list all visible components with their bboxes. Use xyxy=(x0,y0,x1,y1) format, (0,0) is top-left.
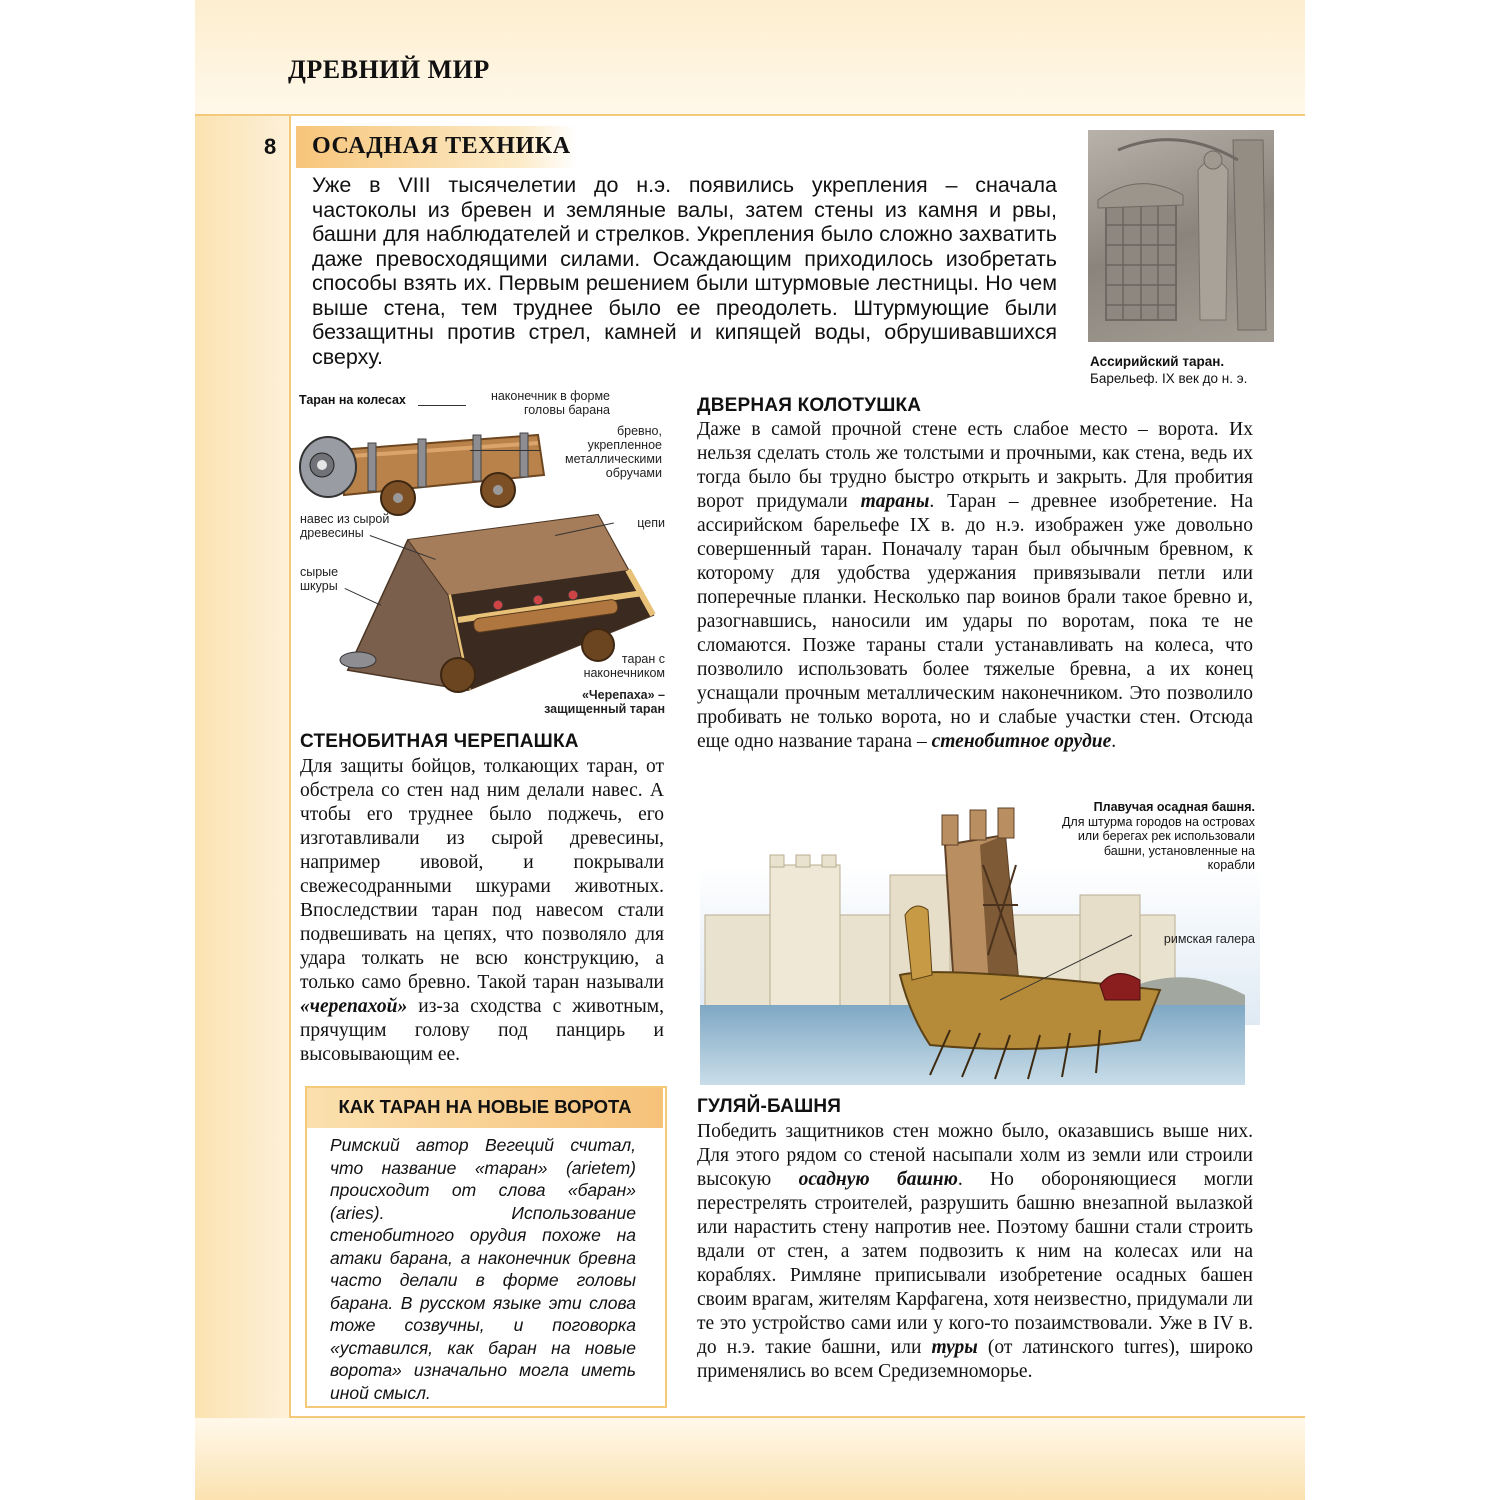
frame-line xyxy=(195,114,1305,116)
assyrian-relief-image xyxy=(1088,130,1274,342)
turtle-term: «черепахой» xyxy=(300,996,408,1017)
leader-line xyxy=(418,405,466,406)
leader-line xyxy=(470,450,540,451)
label-chains: цепи xyxy=(637,516,665,530)
ram-figure-caption: «Черепаха» – защищенный таран xyxy=(544,688,665,716)
section-title: ОСАДНАЯ ТЕХНИКА xyxy=(312,133,571,159)
door-term-2: стенобитное орудие xyxy=(931,731,1112,752)
door-heading: ДВЕРНАЯ КОЛОТУШКА xyxy=(697,395,922,416)
frame-line xyxy=(291,1416,1305,1418)
page-footer-band xyxy=(195,1418,1305,1500)
label-skins: сырые шкуры xyxy=(300,565,339,593)
door-text-b: . Таран – древнее изобретение. На ассирийском барельефе IX в. до н.э. изображен уже довольно совершенный таран. Поначалу таран был обычным бревном, к которому для удобства удержания привязывали петли или поперечные планки. Несколько пар воинов брали такое бревно и, разогнавшись, наносили им удары по воротам, пока те не сломаются. Позже тараны стали устанавливать на колеса, что позволило использовать более тяжелые бревна, а их конец уснащали прочным металлическим наконечником. Это позволило пробивать не только ворота, но и слабые участки стен. Отсюда еще одно название тарана – xyxy=(697,491,1253,752)
turtle-heading: СТЕНОБИТНАЯ ЧЕРЕПАШКА xyxy=(300,731,579,752)
fact-box-text: Римский автор Вегеций считал, что название «таран» (arietem) происходит от слова «баран» (aries). Использование стенобитного орудия похоже на атаки барана, а наконечник бревна часто делали в форме головы барана. В русском языке эти слова тоже созвучны, и поговорка «уставился, как баран на новые ворота» изначально могла иметь иной смысл. xyxy=(330,1135,636,1403)
label-ram-head: наконечник в форме головы барана xyxy=(490,389,610,417)
tower-term-1: осадную башню xyxy=(798,1169,958,1190)
ram-drawing xyxy=(298,405,668,715)
turtle-text-a: Для защиты бойцов, толкающих таран, от обстрела со стен над ним делали навес. А чтобы его труднее было поджечь, его изготавливали из сырой древесины, например ивовой, и покрывали свежесодранными шкурами животных. Впоследствии таран под навесом стали подвешивать на цепях, что позволяло для удара толкать не всю конструкцию, а только само бревно. Такой таран называли xyxy=(300,756,664,993)
turtle-paragraph xyxy=(300,755,664,1067)
ram-figure-title: Таран на колесах xyxy=(299,393,406,407)
relief-drawing xyxy=(1088,130,1274,342)
relief-caption-text: Барельеф. IX век до н. э. xyxy=(1090,371,1248,386)
intro-paragraph: Уже в VIII тысячелетии до н.э. появились укрепления – сначала частоколы из бревен и земляные валы, затем стены из камня и рвы, башни для наблюдателей и стрелков. Укрепления было сложно захватить даже превосходящими силами. Осаждающим приходилось изобретать способы взять их. Первым решением были штурмовые лестницы. Но чем выше стена, тем труднее было ее преодолеть. Штурмующие были беззащитны против стрел, камней и кипящей воды, обрушивавшихся сверху. xyxy=(312,173,1057,369)
tower-caption-title: Плавучая осадная башня. xyxy=(1093,800,1255,814)
tower-caption-text: Для штурма городов на островах или берегах рек использовали башни, установленные на корабли xyxy=(1061,814,1255,872)
tower-paragraph xyxy=(697,1120,1253,1384)
ram-illustration xyxy=(298,405,668,715)
tower-term-2: туры xyxy=(931,1337,978,1358)
relief-caption xyxy=(1090,353,1300,387)
door-paragraph xyxy=(697,418,1253,754)
frame-line xyxy=(289,114,291,1418)
relief-caption-title: Ассирийский таран. xyxy=(1090,354,1225,369)
door-text-a: Даже в самой прочной стене есть слабое место – ворота. Их нельзя сделать столь же толстыми и прочными, как стена, ведь их тогда было бы трудно быстро открыть и закрыть. Для пробития ворот придумали xyxy=(697,419,1253,512)
label-galley: римская галера xyxy=(1163,932,1255,946)
tower-caption xyxy=(1060,800,1255,873)
turtle-text-b: из-за сходства с животным, прячущим голову под панцирь и высовывающим ее. xyxy=(300,996,664,1065)
label-log: бревно, укрепленное металлическими обручами xyxy=(565,424,662,480)
fact-box-title: КАК ТАРАН НА НОВЫЕ ВОРОТА xyxy=(338,1096,632,1117)
label-ram-tip: таран с наконечником xyxy=(583,652,665,680)
tower-text-b: . Но обороняющиеся могли перестрелять строителей, разрушить башню внезапной вылазкой или нарастить стену напротив нее. Поэтому башни стали строить вдали от стен, а затем подвозить к ним на колесах или на кораблях. Римляне приписывали изобретение осадных башен своим врагам, жителям Карфагена, хотя неизвестно, придумали ли те это устройство сами или у кого-то позаимствовали. Уже в IV в. до н.э. такие башни, или xyxy=(697,1169,1254,1358)
door-text-c: . xyxy=(1111,731,1117,752)
page-number: 8 xyxy=(264,134,277,159)
door-term-1: тараны xyxy=(860,491,930,512)
label-roof: навес из сырой древесины xyxy=(300,512,390,540)
running-head: ДРЕВНИЙ МИР xyxy=(288,55,490,84)
page-margin-band xyxy=(195,0,291,1500)
tower-heading: ГУЛЯЙ-БАШНЯ xyxy=(697,1096,842,1117)
tower-text-a: Победить защитников стен можно было, оказавшись выше них. Для этого рядом со стеной насыпали холм из земли или строили высокую xyxy=(697,1121,1253,1190)
tower-text-c: (от латинского turres), широко применялись во всем Средиземноморье. xyxy=(697,1337,1253,1382)
